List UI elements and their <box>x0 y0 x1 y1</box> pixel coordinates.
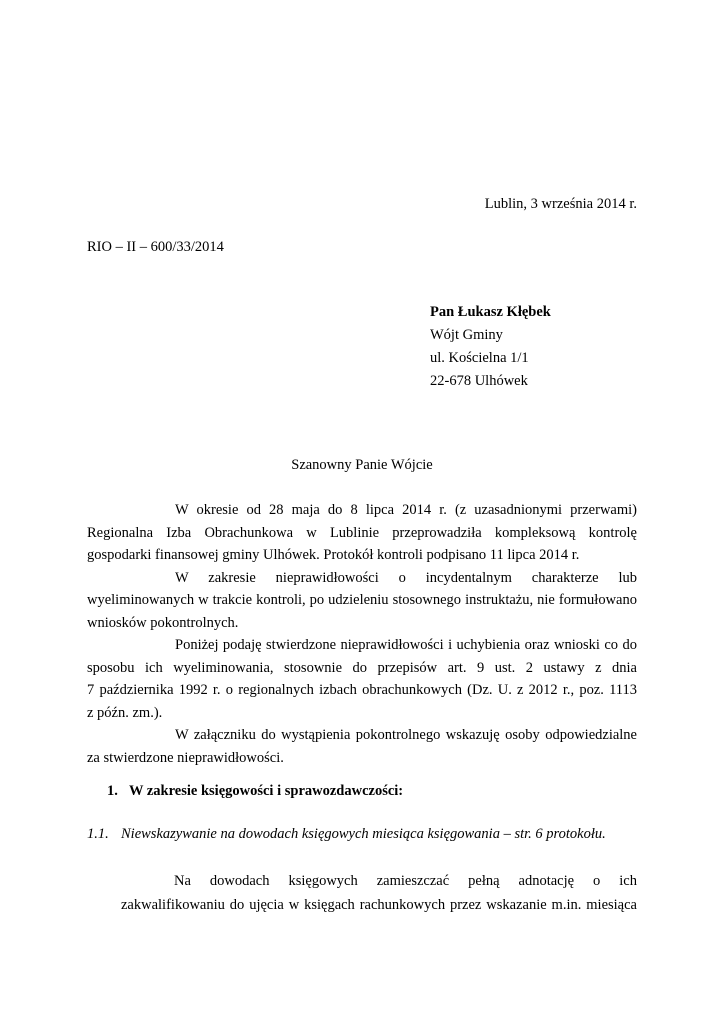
recommendation-line: Na dowodach księgowych zamieszczać pełną adnotację o ich <box>174 873 637 889</box>
addressee-block <box>430 301 551 393</box>
subsection-number: 1.1. <box>87 826 109 842</box>
paragraph-line: W zakresie nieprawidłowości o incydentalnym charakterze lub <box>175 569 637 586</box>
addressee-name: Pan Łukasz Kłębek <box>430 304 551 320</box>
addressee-city: 22-678 Ulhówek <box>430 373 528 389</box>
section-title: W zakresie księgowości i sprawozdawczości: <box>129 783 404 799</box>
recommendation-text <box>121 870 637 917</box>
recommendation-line: zakwalifikowaniu do ujęcia w księgach rachunkowych przez wskazanie m.in. miesiąca <box>121 896 637 913</box>
subsection-title: Niewskazywanie na dowodach księgowych miesiąca księgowania – str. 6 protokołu. <box>121 826 606 842</box>
addressee-street: ul. Kościelna 1/1 <box>430 350 529 366</box>
section-number: 1. <box>107 783 118 799</box>
letter-body <box>87 499 637 769</box>
addressee-title: Wójt Gminy <box>430 327 503 343</box>
paragraph-line: wyeliminowanych w trakcie kontroli, po udzieleniu stosownego instruktażu, nie formułowano <box>87 592 637 608</box>
paragraph-line: Regionalna Izba Obrachunkowa w Lublinie przeprowadziła kompleksową kontrolę <box>87 524 637 541</box>
paragraph-line: gospodarki finansowej gminy Ulhówek. Protokół kontroli podpisano 11 lipca 2014 r. <box>87 547 580 563</box>
section-heading <box>107 783 403 800</box>
subsection-heading <box>87 826 606 843</box>
paragraph-line: Poniżej podaję stwierdzone nieprawidłowości i uchybienia oraz wnioski co do <box>175 637 637 653</box>
reference-number: RIO – II – 600/33/2014 <box>87 239 224 255</box>
paragraph-line: 7 października 1992 r. o regionalnych izbach obrachunkowych (Dz. U. z 2012 r., poz. 1113 <box>87 682 637 698</box>
paragraph-line: sposobu ich wyeliminowania, stosownie do przepisów art. 9 ust. 2 ustawy z dnia <box>87 659 637 676</box>
paragraph-line: W okresie od 28 maja do 8 lipca 2014 r. (z uzasadnionymi przerwami) <box>175 502 637 518</box>
paragraph-2 <box>87 567 637 635</box>
greeting: Szanowny Panie Wójcie <box>291 457 433 473</box>
paragraph-line: z późn. zm.). <box>87 704 163 721</box>
paragraph-line: W załączniku do wystąpienia pokontrolnego wskazuję osoby odpowiedzialne <box>175 727 637 743</box>
paragraph-line: wniosków pokontrolnych. <box>87 614 239 631</box>
paragraph-1 <box>87 499 637 567</box>
place-date: Lublin, 3 września 2014 r. <box>484 196 637 212</box>
paragraph-3 <box>87 634 637 724</box>
paragraph-line: za stwierdzone nieprawidłowości. <box>87 749 284 766</box>
paragraph-4 <box>87 724 637 769</box>
